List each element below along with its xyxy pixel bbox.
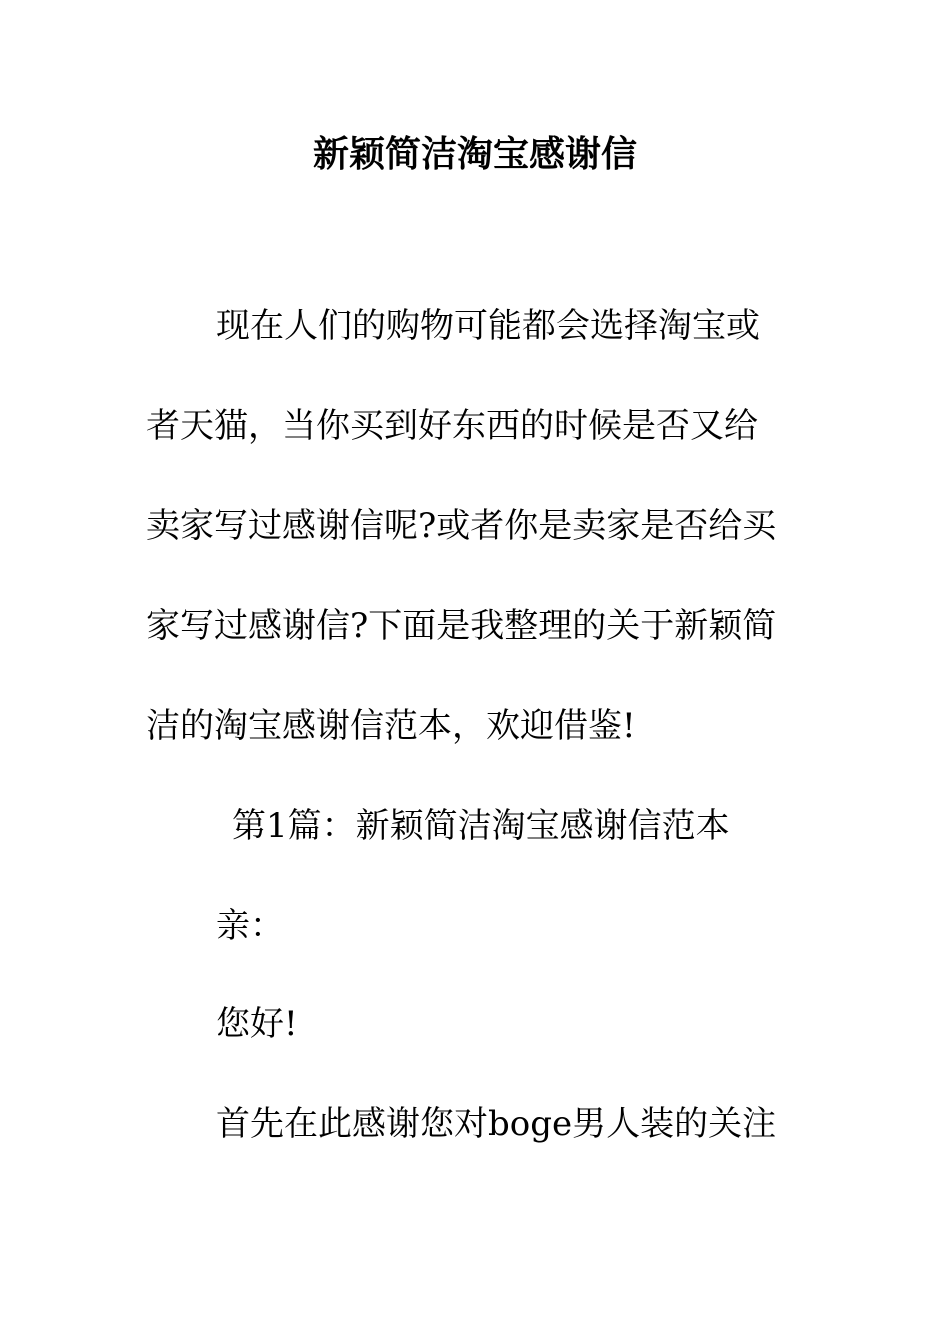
intro-line-3: 卖家写过感谢信呢?或者你是卖家是否给买 <box>146 506 777 546</box>
greeting: 您好! <box>216 1004 298 1044</box>
intro-line-5: 洁的淘宝感谢信范本，欢迎借鉴! <box>146 706 636 746</box>
body-line-1: 首先在此感谢您对boge男人装的关注 <box>216 1104 777 1144</box>
intro-line-1: 现在人们的购物可能都会选择淘宝或 <box>216 306 760 346</box>
intro-line-4: 家写过感谢信?下面是我整理的关于新颖简 <box>146 606 777 646</box>
section-heading: 第1篇：新颖简洁淘宝感谢信范本 <box>232 806 730 846</box>
salutation: 亲： <box>216 906 284 946</box>
intro-line-2: 者天猫，当你买到好东西的时候是否又给 <box>146 406 758 446</box>
document-title: 新颖简洁淘宝感谢信 <box>312 133 637 175</box>
